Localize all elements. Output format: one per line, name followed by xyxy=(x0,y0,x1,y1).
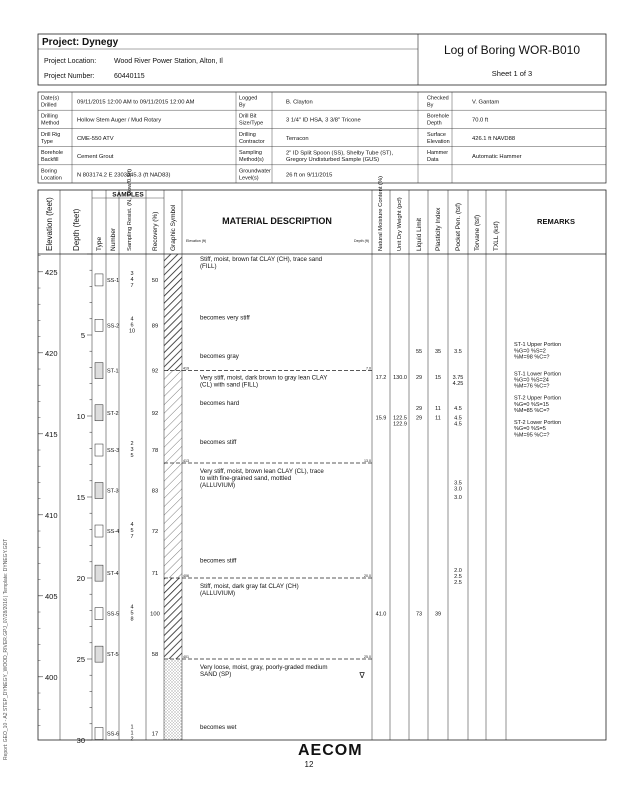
info-label: Hammer xyxy=(427,150,449,157)
graphic-fill-cl xyxy=(164,463,182,578)
pocket-pen-value: 3.0 xyxy=(454,495,462,501)
plasticity-index-value: 11 xyxy=(435,415,441,422)
col-depth: Depth (feet) xyxy=(72,208,81,251)
plasticity-index-value: 39 xyxy=(434,611,442,618)
sample-label: ST-3 xyxy=(107,488,119,495)
sample-label: SS-6 xyxy=(107,731,120,738)
recovery-value: 50 xyxy=(151,277,159,284)
blow-count: 4 xyxy=(130,522,134,529)
info-value: 3 1/4" ID HSA, 3 3/8" Tricone xyxy=(286,117,361,124)
elevation-tick-label: 400 xyxy=(45,672,58,682)
info-label: Data xyxy=(427,157,439,164)
blow-count: 1 xyxy=(130,730,134,737)
strata-elevation: 419 xyxy=(183,366,189,371)
log-table xyxy=(38,169,606,745)
strata-depth: 7.0 xyxy=(366,366,371,371)
report-footer-side-text: Report: GEO_10 - A2 STEP_DYNEGY_WOOD_RIVER.GPJ_07/28/2016 | Template: DYNEGY.GDT xyxy=(3,538,9,760)
info-label: Location xyxy=(41,175,62,182)
elevation-tick-label: 425 xyxy=(45,267,58,277)
sample-marker-icon xyxy=(95,444,103,456)
remarks-text: %M=85 %C=? xyxy=(514,407,550,414)
plasticity-index-value: 35 xyxy=(434,349,442,356)
groundwater-level-icon: ∇ xyxy=(359,671,365,681)
material-description-text: becomes very stiff xyxy=(200,314,250,322)
graphic-fill-sp xyxy=(164,659,182,740)
col-density: Unit Dry Weight (pcf) xyxy=(397,197,403,251)
recovery-value: 17 xyxy=(151,731,159,738)
sample-marker-icon xyxy=(95,728,103,740)
sample-marker-icon xyxy=(95,646,103,662)
liquid-limit-value: 29 xyxy=(415,415,423,422)
material-description-text: (CL) with sand (FILL) xyxy=(200,381,259,389)
pocket-pen-value: 3.5 xyxy=(454,480,462,487)
info-value: 70.0 ft xyxy=(472,117,489,124)
sample-marker-icon xyxy=(95,363,103,379)
blow-count: 3 xyxy=(130,270,134,277)
pocket-pen-value: 2.5 xyxy=(454,579,462,586)
info-label: Logged xyxy=(239,95,258,102)
pocket-pen-value: 2.0 xyxy=(454,567,462,574)
sample-marker-icon xyxy=(95,274,103,286)
info-label: Drill Rig xyxy=(41,131,61,138)
col-torvane: Torvane (tsf) xyxy=(474,214,481,251)
sample-marker-icon xyxy=(95,525,103,537)
info-label: Depth xyxy=(427,120,442,127)
moisture-value: 41.0 xyxy=(375,611,387,618)
recovery-value: 58 xyxy=(151,652,159,659)
info-label: Method xyxy=(41,120,60,127)
recovery-value: 92 xyxy=(151,410,159,417)
strata-depth: 20.0 xyxy=(364,574,371,578)
material-description-text: (ALLUVIUM) xyxy=(200,482,236,490)
plasticity-index-value: 15 xyxy=(434,375,442,382)
blow-count: 7 xyxy=(130,534,134,541)
remarks-text: %G=0 %S=5 xyxy=(514,426,546,433)
col-blows: Sampling Resist. (N, Clow/0.5ft) xyxy=(127,168,133,251)
moisture-value: 17.2 xyxy=(375,375,387,382)
info-value: N 803174.2 E 2303445.3 (ft NAD83) xyxy=(77,172,171,179)
info-label: Level(s) xyxy=(239,175,259,182)
material-description-text: becomes stiff xyxy=(200,439,237,447)
col-type: Type xyxy=(96,236,103,251)
info-label: Type xyxy=(41,138,53,145)
blow-count: 5 xyxy=(130,528,134,535)
remarks-text: ST-1 Lower Portion xyxy=(514,371,562,378)
depth-tick-label: 30 xyxy=(76,736,85,745)
remarks-text: %M=98 %C=? xyxy=(514,354,550,361)
col-remarks: REMARKS xyxy=(537,217,575,226)
liquid-limit-value: 73 xyxy=(415,611,423,618)
material-description-text: Stiff, moist, dark gray fat CLAY (CH) xyxy=(200,583,299,591)
pocket-pen-value: 2.5 xyxy=(454,573,462,580)
info-value: Gregory Undisturbed Sample (GUS) xyxy=(286,157,380,164)
depth-tick-label: 25 xyxy=(76,655,85,664)
info-label: By xyxy=(427,102,434,109)
sample-marker-icon xyxy=(95,608,103,620)
remarks-text: ST-1 Upper Portion xyxy=(514,342,562,349)
info-label: Drilling xyxy=(41,113,58,120)
info-value: Hollow Stem Auger / Mud Rotary xyxy=(77,117,162,124)
material-description-text: Very stiff, moist, brown lean CLAY (CL), trace xyxy=(200,468,324,476)
project-location-label: Project Location: xyxy=(44,58,97,65)
sample-label: ST-1 xyxy=(107,368,119,375)
density-value: 130.0 xyxy=(393,375,407,382)
remarks-text: %G=0 %S=15 xyxy=(514,401,549,408)
remarks-text: ST-2 Upper Portion xyxy=(514,395,562,402)
info-value: 26 ft on 9/11/2015 xyxy=(286,172,333,179)
sample-marker-icon xyxy=(95,483,103,499)
blow-count: 5 xyxy=(130,453,134,460)
blow-count: 5 xyxy=(130,610,134,617)
density-value: 122.9 xyxy=(393,421,407,428)
graphic-fill-ch xyxy=(164,578,182,659)
sample-label: SS-3 xyxy=(107,448,120,455)
info-label: Checked xyxy=(427,95,449,102)
sample-label: SS-4 xyxy=(107,529,120,536)
recovery-value: 78 xyxy=(151,448,159,455)
elevation-tick-label: 405 xyxy=(45,591,58,601)
col-moisture: Natural Moisture Content (%) xyxy=(378,175,384,251)
depth-tick-label: 20 xyxy=(76,574,85,583)
sample-label: ST-2 xyxy=(107,410,119,417)
project-location-value: Wood River Power Station, Alton, Il xyxy=(114,58,223,65)
strata-elevation: 413 xyxy=(183,458,189,463)
col-plasticity-index: Plasticity Index xyxy=(435,207,442,251)
project-number-value: 60440115 xyxy=(114,73,145,80)
remarks-text: %G=0 %S=2 xyxy=(514,348,546,355)
blow-count: 4 xyxy=(130,276,134,283)
material-description-text: (ALLUVIUM) xyxy=(200,590,236,598)
sample-label: SS-1 xyxy=(107,277,120,284)
pocket-pen-value: 4.5 xyxy=(454,415,462,422)
pocket-pen-value: 4.25 xyxy=(452,381,464,388)
strata-depth: 13.0 xyxy=(364,458,371,463)
remarks-text: %M=95 %C=? xyxy=(514,432,550,439)
sample-label: SS-2 xyxy=(107,323,120,330)
density-value: 122.5 xyxy=(393,415,407,422)
log-title: Log of Boring WOR-B010 xyxy=(443,43,581,57)
strata-elevation: 406 xyxy=(183,574,189,578)
info-label: Sampling xyxy=(239,150,262,157)
recovery-value: 83 xyxy=(151,488,159,495)
sample-marker-icon xyxy=(95,565,103,581)
col-pocket-pen: Pocket Pen. (tsf) xyxy=(455,202,462,251)
boring-info-table xyxy=(38,92,606,183)
recovery-value: 71 xyxy=(151,571,159,578)
info-value: 09/11/2015 12:00 AM to 09/11/2015 12:00 AM xyxy=(77,99,195,106)
pocket-pen-value: 4.5 xyxy=(454,421,462,428)
col-number: Number xyxy=(110,227,117,251)
info-label: Backfill xyxy=(41,157,59,164)
graphic-fill-cl xyxy=(164,371,182,463)
material-description-text: becomes hard xyxy=(200,400,240,408)
elevation-tick-label: 410 xyxy=(45,510,58,520)
pocket-pen-value: 4.5 xyxy=(454,405,462,412)
sample-marker-icon xyxy=(95,319,103,331)
col-liquid-limit: Liquid Limit xyxy=(416,218,423,251)
info-value: 2" ID Split Spoon (SS), Shelby Tube (ST), xyxy=(286,150,394,157)
blow-count: 10 xyxy=(128,328,136,335)
remarks-text: %M=76 %C=? xyxy=(514,383,550,390)
plasticity-index-value: 11 xyxy=(435,405,441,412)
sample-label: ST-4 xyxy=(107,571,119,578)
col-txll: TXLL (ksf) xyxy=(493,221,500,251)
blow-count: 2 xyxy=(130,441,134,448)
graphic-fill-ch xyxy=(164,254,182,371)
info-label: Size/Type xyxy=(239,120,264,127)
liquid-limit-value: 55 xyxy=(415,349,423,356)
info-value: Cement Grout xyxy=(77,154,114,161)
blow-count: 1 xyxy=(130,724,134,731)
info-label: Drilling xyxy=(239,131,256,138)
material-description-text: becomes gray xyxy=(200,353,239,361)
remarks-text: ST-2 Lower Portion xyxy=(514,419,562,426)
strata-depth: 25.0 xyxy=(364,655,371,659)
blow-count: 6 xyxy=(130,322,134,329)
col-recovery: Recovery (%) xyxy=(152,211,159,251)
col-graphic: Graphic Symbol xyxy=(170,204,177,251)
sample-marker-icon xyxy=(95,405,103,421)
info-label: Date(s) xyxy=(41,95,60,102)
material-description-text: Very stiff, moist, dark brown to gray lean CLAY xyxy=(200,374,328,382)
liquid-limit-value: 29 xyxy=(415,375,423,382)
info-label: Groundwater xyxy=(239,168,271,175)
info-label: Drill Bit xyxy=(239,113,257,120)
recovery-value: 72 xyxy=(151,529,159,536)
project-title: Project: Dynegy xyxy=(42,37,119,48)
elevation-tick-label: 420 xyxy=(45,348,58,358)
depth-tick-label: 15 xyxy=(76,493,85,502)
sample-label: SS-5 xyxy=(107,611,120,618)
blow-count: 4 xyxy=(130,316,134,323)
samples-header: SAMPLES xyxy=(112,191,144,199)
material-description-text: Very loose, moist, gray, poorly-graded medium xyxy=(200,664,328,672)
remarks-text: %G=0 %S=24 xyxy=(514,377,549,384)
blow-count: 2 xyxy=(130,736,134,743)
project-number-label: Project Number: xyxy=(44,73,95,80)
aecom-logo: AECOM xyxy=(298,742,363,759)
recovery-value: 100 xyxy=(150,611,160,618)
pocket-pen-value: 3.5 xyxy=(454,349,462,356)
info-label: Borehole xyxy=(427,113,450,120)
pocket-pen-value: 3.0 xyxy=(454,486,462,493)
material-description-text: (FILL) xyxy=(200,263,217,270)
info-value: B. Clayton xyxy=(286,99,313,106)
info-label: Boring xyxy=(41,168,57,175)
page-number: 12 xyxy=(304,760,314,769)
depth-tick-label: 5 xyxy=(80,331,85,340)
info-label: Contractor xyxy=(239,138,265,145)
blow-count: 4 xyxy=(130,604,134,611)
blow-count: 8 xyxy=(130,616,134,623)
col-elev-small: Elevation (ft) xyxy=(186,239,207,243)
info-label: Drilled xyxy=(41,102,57,109)
col-material-description: MATERIAL DESCRIPTION xyxy=(222,216,332,226)
material-description-text: becomes wet xyxy=(200,724,237,732)
info-value: V. Gantam xyxy=(472,99,500,106)
recovery-value: 89 xyxy=(151,323,159,330)
material-description-text: to with fine-grained sand, mottled xyxy=(200,475,292,483)
strata-elevation: 401 xyxy=(183,655,189,659)
material-description-text: SAND (SP) xyxy=(200,671,232,679)
info-label: Method(s) xyxy=(239,157,264,164)
elevation-tick-label: 415 xyxy=(45,429,58,439)
col-elevation: Elevation (feet) xyxy=(45,197,54,251)
col-depth-small: Depth (ft) xyxy=(354,239,369,243)
info-label: Borehole xyxy=(41,150,64,157)
material-description-text: Stiff, moist, brown fat CLAY (CH), trace sand xyxy=(200,256,323,263)
info-value: CME-550 ATV xyxy=(77,135,114,142)
sheet-number: Sheet 1 of 3 xyxy=(491,69,533,78)
recovery-value: 92 xyxy=(151,368,159,375)
liquid-limit-value: 29 xyxy=(415,405,423,412)
info-label: Surface xyxy=(427,131,446,138)
info-value: Terracon xyxy=(286,135,309,142)
moisture-value: 15.9 xyxy=(375,415,387,422)
pocket-pen-value: 3.75 xyxy=(452,375,464,382)
info-value: 426.1 ft NAVD88 xyxy=(472,135,516,142)
info-value: Automatic Hammer xyxy=(472,154,522,161)
blow-count: 3 xyxy=(130,447,134,454)
info-label: Elevation xyxy=(427,138,450,145)
blow-count: 7 xyxy=(130,282,134,289)
depth-tick-label: 10 xyxy=(76,412,85,421)
info-label: By xyxy=(239,102,246,109)
material-description-text: becomes stiff xyxy=(200,557,237,565)
sample-label: ST-5 xyxy=(107,652,119,659)
